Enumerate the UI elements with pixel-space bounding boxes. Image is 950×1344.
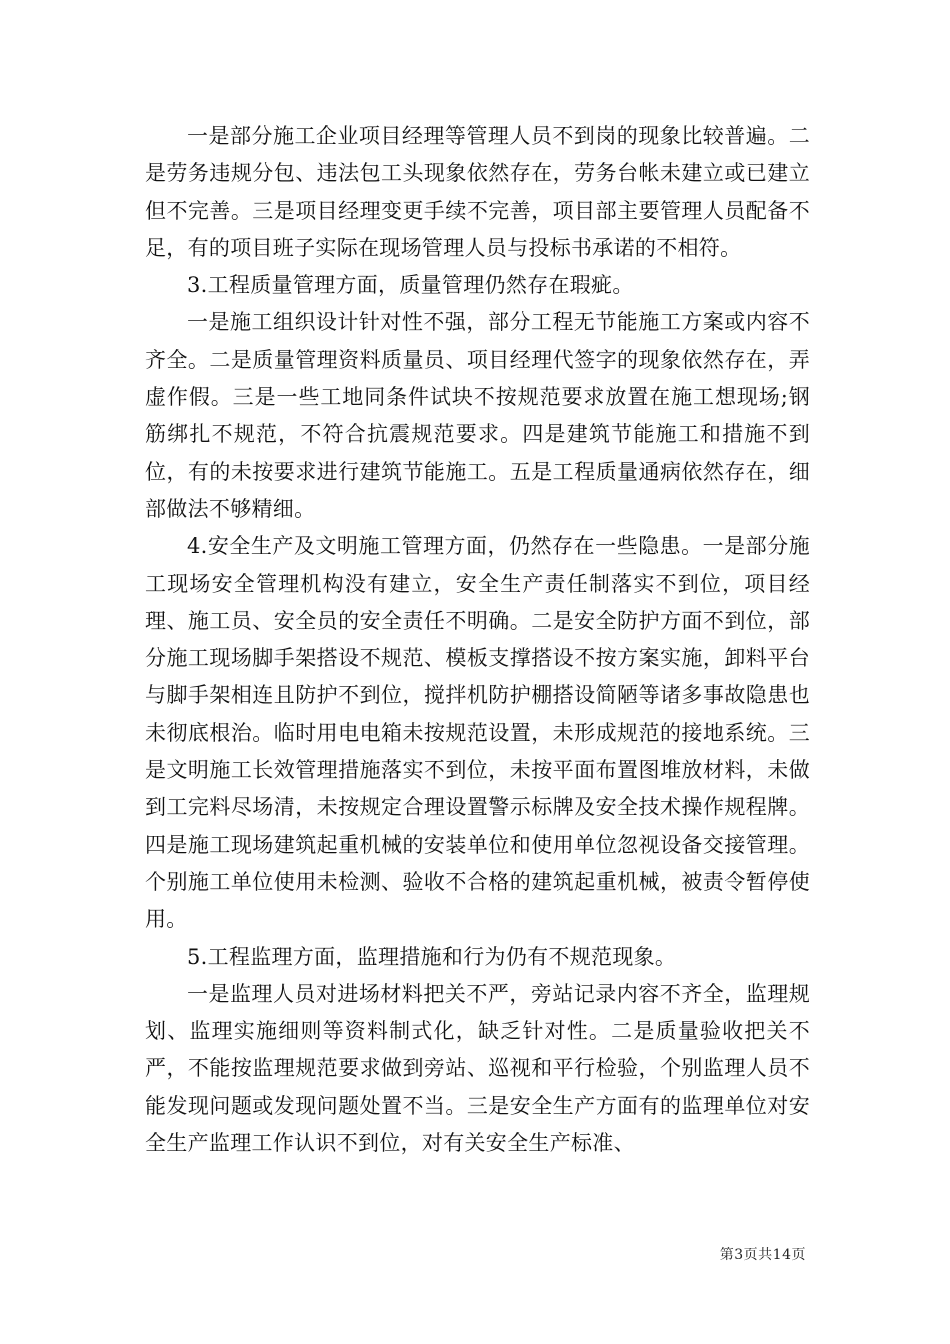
page-number: 第3页共14页 (719, 1247, 806, 1263)
paragraph-4: 4.安全生产及文明施工管理方面，仍然存在一些隐患。一是部分施工现场安全管理机构没有建立，安全生产责任制落实不到位，项目经理、施工员、安全员的安全责任不明确。二是安全防护方面不到位，部分施工现场脚手架搭设不规范、模板支撑搭设不按方案实施，卸料平台与脚手架相连且防护不到位，搅拌机防护棚搭设简陋等诸多事故隐患也未彻底根治。临时用电电箱未按规范设置，未形成规范的接地系统。三是文明施工长效管理措施落实不到位，未按平面布置图堆放材料，未做到工完料尽场清，未按规定合理设置警示标牌及安全技术操作规程牌。四是施工现场建筑起重机械的安装单位和使用单位忽视设备交接管理。个别施工单位使用未检测、验收不合格的建筑起重机械，被责令暂停使用。 (145, 534, 810, 932)
document-body (145, 118, 810, 1162)
paragraph-3: 一是施工组织设计针对性不强，部分工程无节能施工方案或内容不齐全。二是质量管理资料质量员、项目经理代签字的现象依然存在，弄虚作假。三是一些工地同条件试块不按规范要求放置在施工想现场;钢筋绑扎不规范，不符合抗震规范要求。四是建筑节能施工和措施不到位，有的未按要求进行建筑节能施工。五是工程质量通病依然存在，细部做法不够精细。 (145, 310, 810, 521)
paragraph-1: 一是部分施工企业项目经理等管理人员不到岗的现象比较普遍。二是劳务违规分包、违法包工头现象依然存在，劳务台帐未建立或已建立但不完善。三是项目经理变更手续不完善，项目部主要管理人员配备不足，有的项目班子实际在现场管理人员与投标书承诺的不相符。 (145, 124, 810, 260)
paragraph-2-heading: 3.工程质量管理方面，质量管理仍然存在瑕疵。 (187, 273, 634, 298)
paragraph-6: 一是监理人员对进场材料把关不严，旁站记录内容不齐全，监理规划、监理实施细则等资料制式化，缺乏针对性。二是质量验收把关不严，不能按监理规范要求做到旁站、巡视和平行检验，个别监理人员不能发现问题或发现问题处置不当。三是安全生产方面有的监理单位对安全生产监理工作认识不到位，对有关安全生产标准、 (145, 981, 810, 1156)
paragraph-5-heading: 5.工程监理方面，监理措施和行为仍有不规范现象。 (187, 944, 677, 969)
